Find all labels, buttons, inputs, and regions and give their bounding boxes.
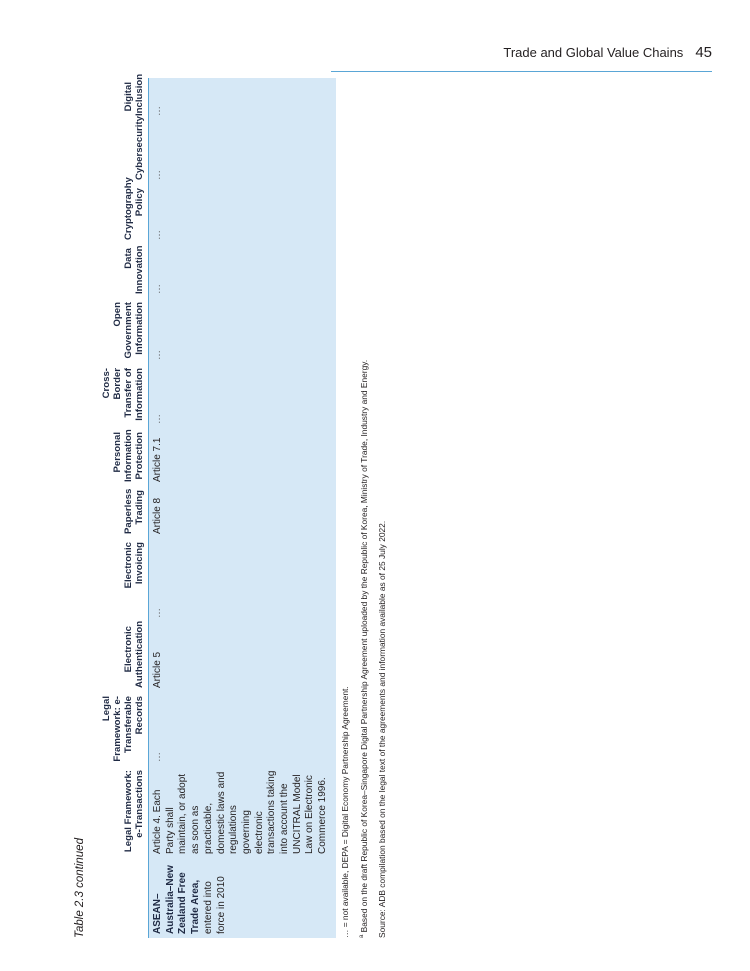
table-cell: … [149,692,336,766]
table-cell: … [149,538,336,622]
column-header: Electronic Authentication [101,622,149,692]
agreement-table [101,73,336,938]
footnote [356,58,371,938]
column-header: Personal Information Protection [101,428,149,486]
table-cell: … [149,364,336,428]
column-header: Legal Framework: e-Transferable Records [101,692,149,766]
column-header: Cross-Border Transfer of Information [101,364,149,428]
footnote-text: Based on the draft Republic of Korea–Singapore Digital Partnership Agreement uploaded by the Republic of Korea, Ministry of Trade, Industry and Energy. [359,359,370,933]
table-cell: Article 8 [149,486,336,538]
table-cell: … [149,184,336,244]
abbreviation-note: … = not available, DEPA = Digital Economy Partnership Agreement. [340,686,350,938]
table-cell: Article 7.1 [149,428,336,486]
page-number: 45 [695,44,712,61]
table-notes [339,58,393,938]
agreement-note: entered into force in 2010 [202,876,227,934]
table-cell: Article 5 [149,622,336,692]
column-header: Legal Framework: e-Transactions [101,766,149,858]
footnote-marker: a [359,934,366,938]
table-cell: … [149,244,336,298]
table-header-row [101,78,149,938]
column-header [101,858,149,938]
table-caption: Table 2.3 continued [74,838,86,938]
table-cell: … [149,78,336,120]
agreement-cell [149,858,336,938]
column-header: Open Government Information [101,298,149,364]
agreement-name: ASEAN–Australia–New Zealand Free Trade Area, [152,865,202,934]
source-note: Source: ADB compilation based on the legal text of the agreements and information available as of 25 July 2022. [376,520,387,938]
table-cell: … [149,298,336,364]
table-row [149,78,336,938]
table-cell: Article 4. Each Party shall maintain, or adopt as soon as practicable, domestic laws and regulations governing electronic transactions taking into account the UNCITRAL Model Law on Electronic Commerce 1996. [149,766,336,858]
column-header: Cryptography Policy [101,184,149,244]
column-header: Electronic Invoicing [101,538,149,622]
column-header: Digital Inclusion [101,78,149,120]
column-header: Cybersecurity [101,120,149,184]
rotated-table-page [74,38,387,938]
table-cell: … [149,120,336,184]
column-header: Data Innovation [101,244,149,298]
column-header: Paperless Trading [101,486,149,538]
running-header-title: Trade and Global Value Chains [503,45,684,60]
